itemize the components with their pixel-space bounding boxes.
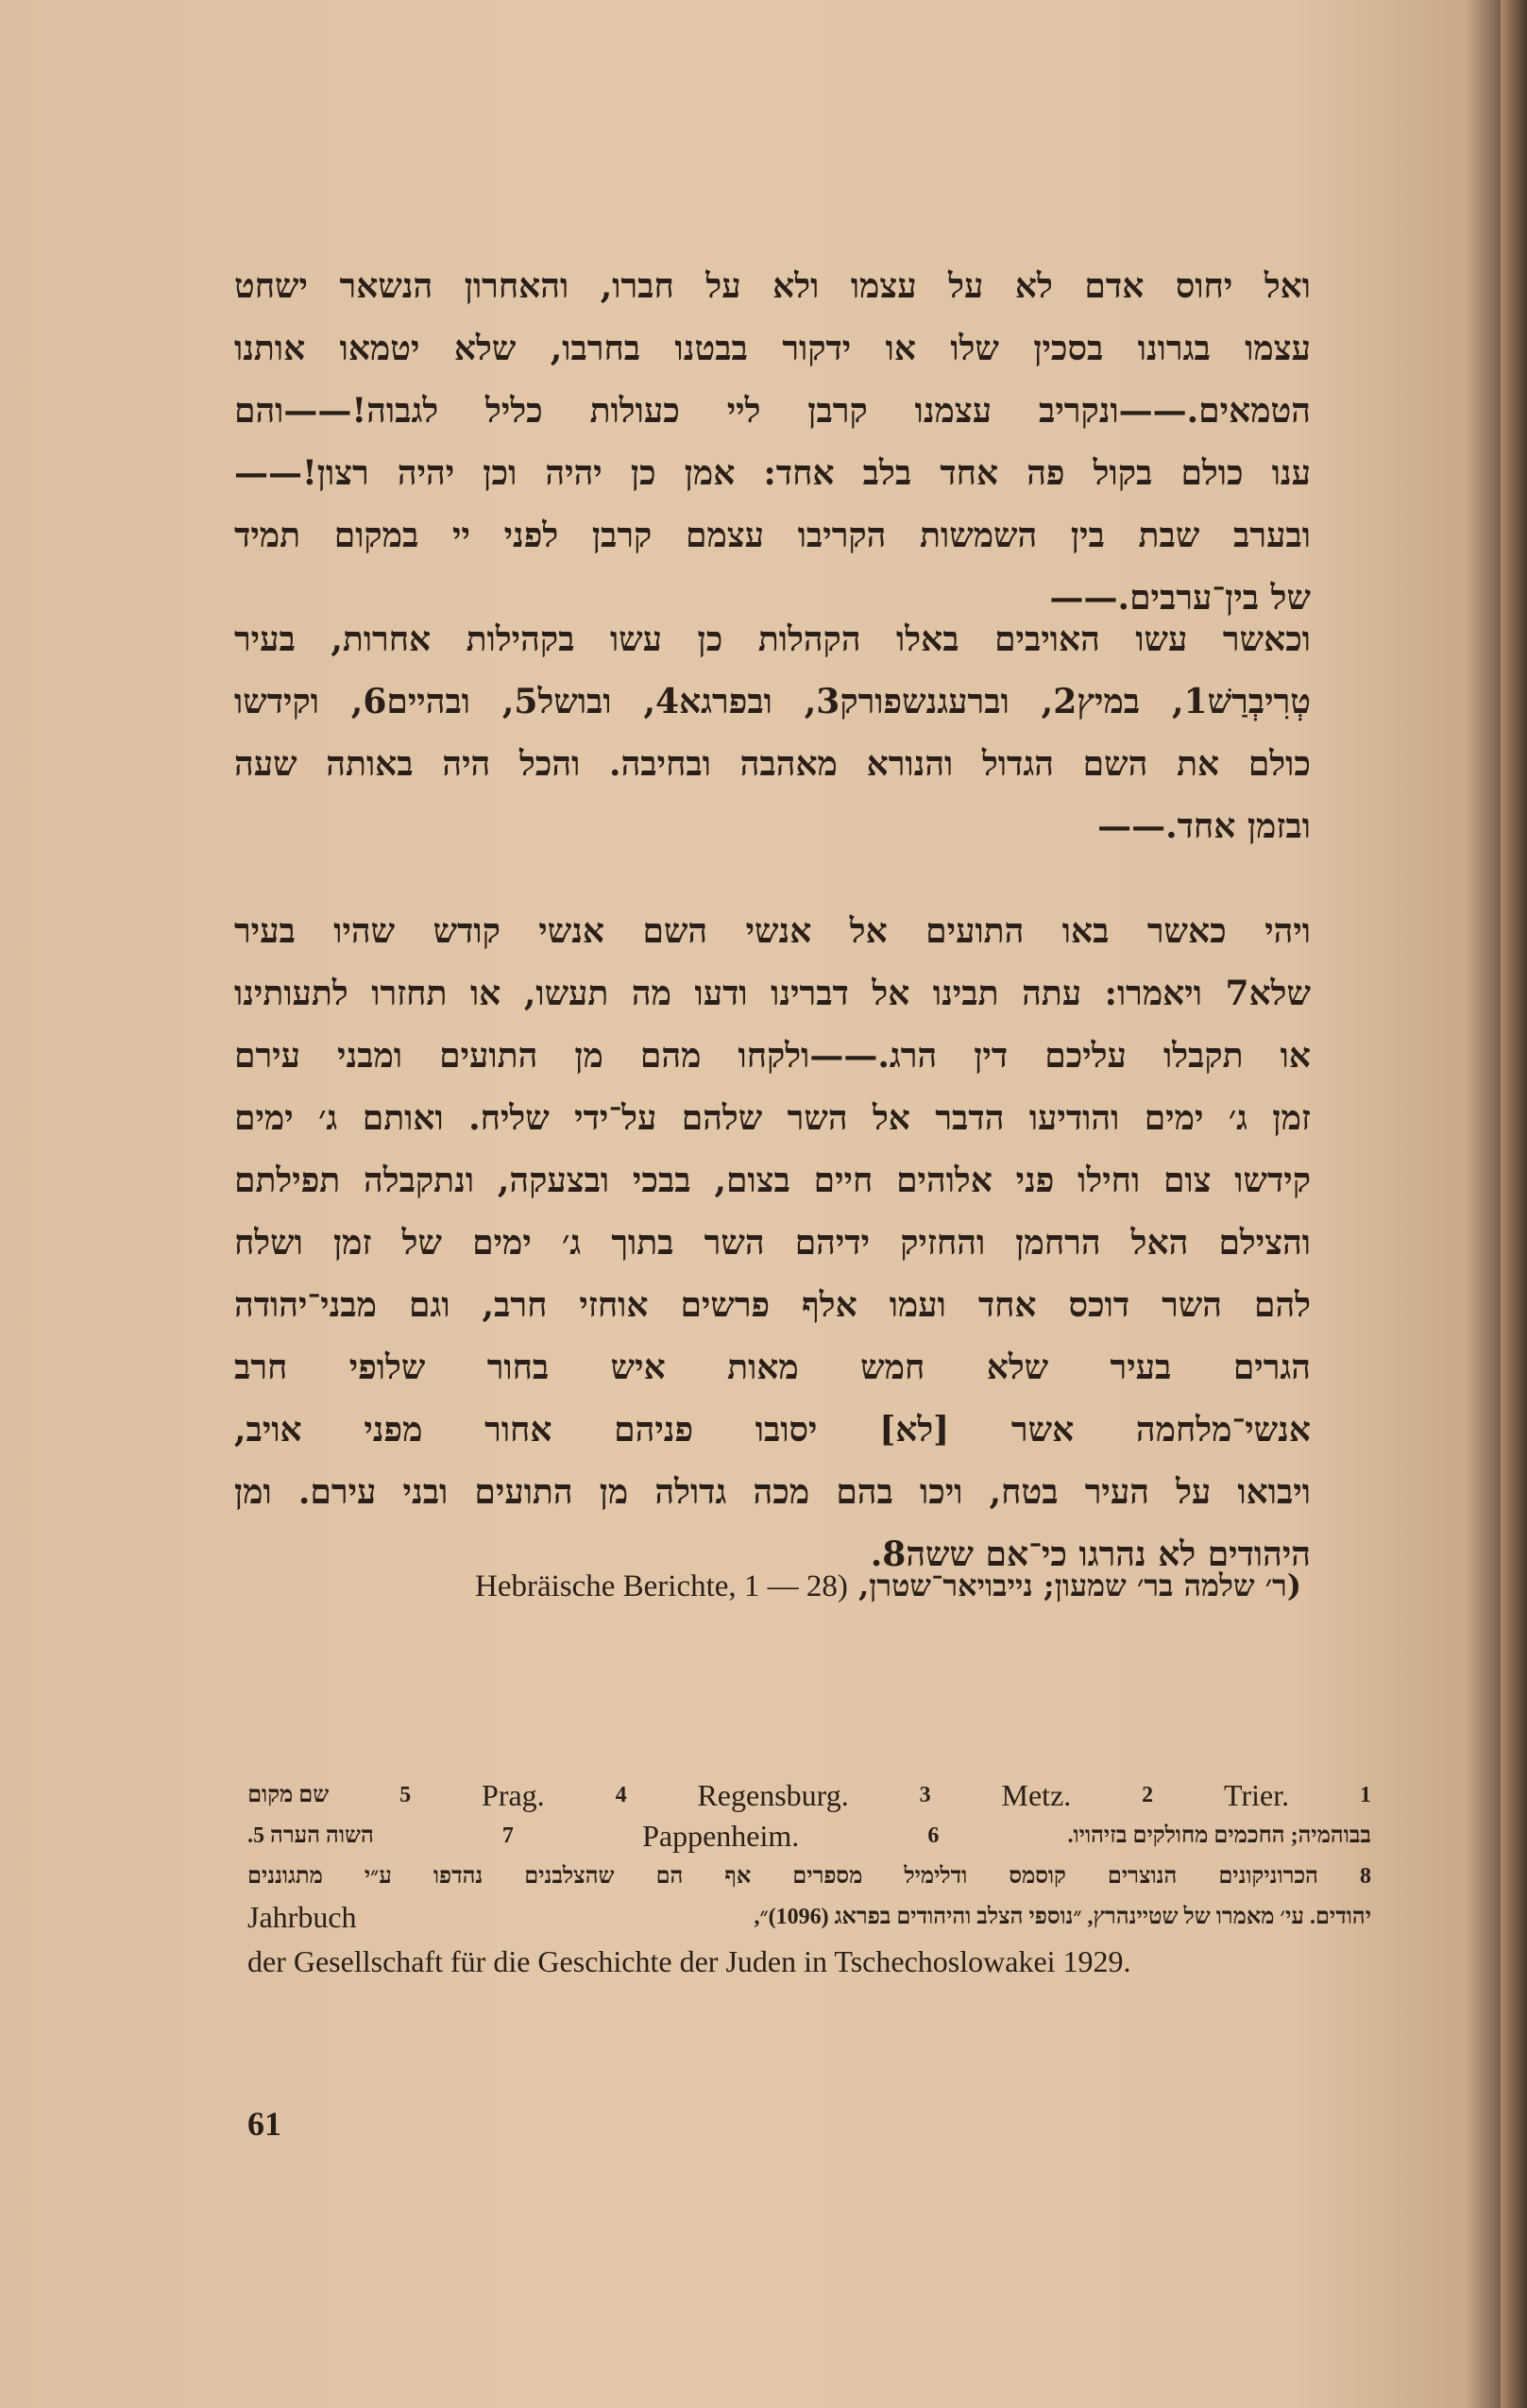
paragraph-2 [234,608,1311,857]
text-line: ענו כולם בקול פה אחד בלב אחד: אמן כן יהיה וכן יהיה רצון!—— [234,453,1311,493]
text-line: עצמו בגרונו בסכין שלו או ידקור בבטנו בחרבו, שלא יטמאו אותנו [234,329,1311,368]
text-line: הטמאים.——ונקריב עצמנו קרבן ליי כעולות כליל לגבוה!——והם [234,391,1311,431]
footnote-text: בבוהמיה; החכמים מחולקים בזיהויו. [1067,1823,1371,1848]
text-line: ויבואו על העיר בטח, ויכו בהם מכה גדולה מן התועים ובני עירם. ומן [234,1472,1311,1512]
text-line: ובערב שבת בין השמשות הקריבו עצמם קרבן לפני יי במקום תמיד [234,516,1311,555]
footnote-line-5: der Gesellschaft für die Geschichte der Juden in Tschechoslowakei 1929. [247,1944,1131,1978]
footnote-text: יהודים. עי׳ מאמרו של שטיינהרץ, ״נוספי הצלב והיהודים בפראג (1096)״, [754,1905,1371,1929]
footnote-line-1 [247,1775,1371,1816]
footnote-text: השוה הערה 5. [247,1823,374,1848]
text-line: הגרים בעיר שלא חמש מאות איש בחור שלופי חרב [234,1348,1311,1387]
text-line: וכאשר עשו האויבים באלו הקהלות כן עשו בקהילות אחרות, בעיר [234,619,1311,659]
text-line: זמן ג׳ ימים והודיעו הדבר אל השר שלהם על־ידי שליח. ואותם ג׳ ימים [234,1098,1311,1138]
footnote-place: Metz. [1001,1778,1072,1812]
text-line: והצילם האל הרחמן והחזיק ידיהם השר בתוך ג׳ ימים של זמן ושלח [234,1223,1311,1263]
page-number: 61 [247,2105,281,2143]
footnote-place: Prag. [482,1778,545,1812]
source-hebrew: (ר׳ שלמה בר׳ שמעון; נייבויאר־שטרן, [858,1568,1301,1603]
source-citation [244,1568,1301,1604]
footnote-place: Pappenheim. [642,1819,800,1853]
text-line: ויהי כאשר באו התועים אל אנשי השם אנשי קודש שהיו בעיר [234,911,1311,951]
text-line: או תקבלו עליכם דין הרג.——ולקחו מהם מן התועים ומבני עירם [234,1036,1311,1076]
paragraph-3 [234,900,1311,1586]
footnote-number: 5 [399,1783,412,1807]
footnote-line-3: 8 הכרוניקונים הנוצרים קוסמס ודלימיל מספרים אף הם שהצלבנים נהדפו ע״י מתגוננים [247,1864,1371,1889]
footnote-number: 3 [919,1783,931,1807]
footnote-latin: Jahrbuch [247,1900,357,1934]
footnote-text: שם מקום [247,1783,330,1807]
text-line: ואל יחוס אדם לא על עצמו ולא על חברו, והאחרון הנשאר ישחט [234,266,1311,306]
footnote-line-2 [247,1816,1371,1857]
text-line: היהודים לא נהרגו כי־אם ששה8. [870,1535,1311,1574]
text-line: ובזמן אחד.—— [1097,806,1311,846]
source-latin: Hebräische Berichte, 1 — 28) [474,1569,848,1603]
text-line: שלא7 ויאמרו: עתה תבינו אל דברינו ודעו מה תעשו, או תחזרו לתעותינו [234,974,1311,1013]
footnote-number: 7 [501,1823,514,1848]
footnote-number: 2 [1142,1783,1154,1807]
footnotes [247,1775,1371,1985]
footnote-line-4 [247,1897,1371,1938]
book-spine-shadow [1501,0,1527,2408]
text-line: של בין־ערבים.—— [1049,578,1311,618]
text-line: קידשו צום וחילו פני אלוהים חיים בצום, בבכי ובצעקה, ונתקבלה תפילתם [234,1161,1311,1200]
paragraph-1 [234,255,1311,629]
footnote-place: Trier. [1224,1778,1290,1812]
text-line: אנשי־מלחמה אשר [לא] יסובו פניהם אחור מפני אויב, [234,1410,1311,1450]
text-line: להם השר דוכס אחד ועמו אלף פרשים אוחזי חרב, וגם מבני־יהודה [234,1285,1311,1325]
footnote-number: 1 [1360,1783,1371,1807]
footnote-number: 4 [615,1783,627,1807]
footnote-place: Regensburg. [697,1778,849,1812]
footnote-number: 6 [927,1823,940,1848]
text-line: כולם את השם הגדול והנורא מאהבה ובחיבה. והכל היה באותה שעה [234,744,1311,784]
text-line: טְרִיבְרַשׁ1, במיץ2, וברעגנשפורק3, ובפרגא4, ובושל5, ובהיים6, וקידשו [234,682,1311,721]
